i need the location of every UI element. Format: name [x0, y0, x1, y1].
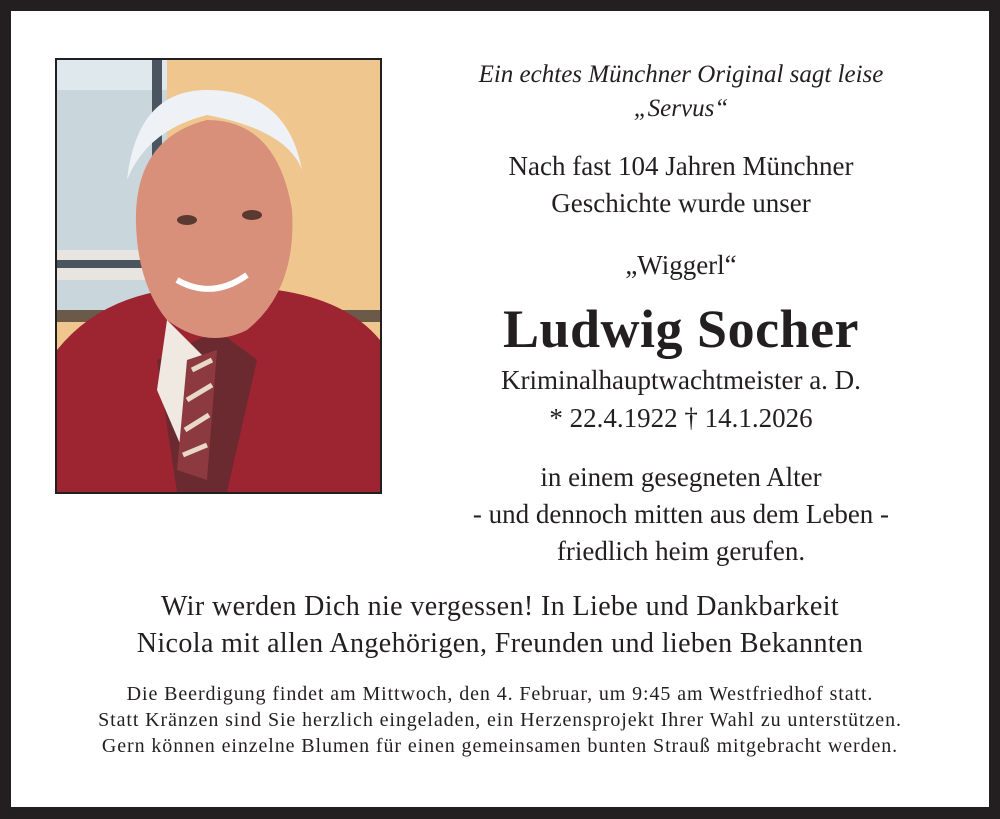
life-dates: * 22.4.1922 † 14.1.2026 [549, 403, 813, 433]
passage-text [421, 459, 941, 570]
intro-line: Ein echtes Münchner Original sagt leise [478, 61, 884, 88]
note-line: Die Beerdigung findet am Mittwoch, den 4. Februar, um 9:45 am Westfriedhof statt. [126, 683, 874, 705]
note-line: Statt Kränzen sind Sie herzlich eingeladen, ein Herzensprojekt Ihrer Wahl zu unterstützen. [98, 709, 902, 731]
passage-line: friedlich heim gerufen. [556, 536, 806, 566]
deceased-title: Kriminalhauptwachtmeister a. D. [501, 365, 861, 395]
lead-text [421, 148, 941, 222]
note-line: Gern können einzelne Blumen für einen gemeinsamen bunten Strauß mitgebracht werden. [101, 735, 899, 757]
mourners-line: Wir werden Dich nie vergessen! In Liebe und Dankbarkeit [160, 591, 840, 622]
lead-line: Nach fast 104 Jahren Münchner [508, 151, 854, 181]
mourners-text [11, 588, 989, 662]
funeral-notes [11, 681, 989, 759]
nickname: „Wiggerl“ [625, 250, 737, 280]
mourners-line: Nicola mit allen Angehörigen, Freunden und lieben Bekannten [136, 628, 864, 659]
portrait-photo [55, 58, 382, 494]
passage-line: - und dennoch mitten aus dem Leben - [472, 499, 890, 529]
deceased-name: Ludwig Socher [502, 299, 860, 359]
intro-line: „Servus“ [633, 95, 729, 122]
passage-line: in einem gesegneten Alter [540, 462, 822, 492]
obituary-notice [11, 11, 989, 807]
lead-line: Geschichte wurde unser [551, 188, 811, 218]
intro-quote [421, 58, 941, 126]
